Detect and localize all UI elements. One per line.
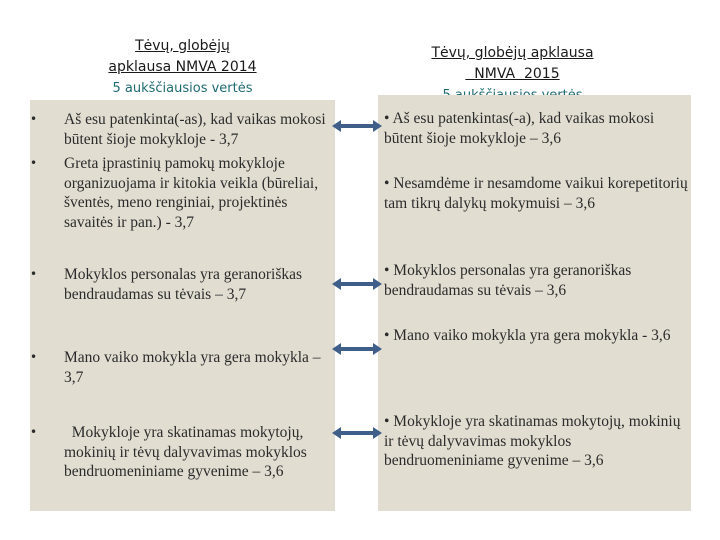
left-item-text: Mokyklos personalas yra geranoriškas bendraudamas su tėvais – 3,7 [64,266,303,303]
right-heading-title: Tėvų, globėjų apklausa [431,45,594,61]
bullet: • [30,156,38,170]
right-item-3: • Mokyklos personalas yra geranoriškas bendraudamas su tėvais – 3,6 [384,262,632,299]
double-arrow-icon [332,275,382,293]
bullet: • [30,112,38,126]
left-heading-survey: apklausa NMVA 2014 [108,59,257,75]
bullet: • [30,267,38,281]
left-heading [70,36,295,99]
right-item-2: • Nesamdėme ir nesamdome vaikui korepetitorių tam tikrų dalykų mokymuisi – 3,6 [384,175,688,212]
left-item-text: Mokykloje yra skatinamas mokytojų, mokinių ir tėvų dalyvavimas mokyklos bendruomeniniame gyvenime – 3,6 [64,424,311,480]
left-item-text: Mano vaiko mokykla yra gera mokykla – 3,7 [64,349,321,386]
double-arrow-icon [332,424,382,442]
left-item-text: Greta įprastinių pamokų mokykloje organizuojama ir kitokia veikla (būreliai, šventės, meno renginiai, projektinės savaitės ir pan.) - 3,7 [64,155,319,231]
right-heading-survey: NMVA 2015 [465,66,560,82]
right-item-4: • Mano vaiko mokykla yra gera mokykla - 3,6 [384,327,671,344]
right-item-1: • Aš esu patenkintas(-a), kad vaikas mokosi būtent šioje mokykloje – 3,6 [384,110,655,147]
left-heading-title: Tėvų, globėjų [135,38,230,54]
left-subheading: 5 aukščiausios vertės [112,81,253,96]
bullet: • [30,425,38,439]
bullet: • [30,350,38,364]
left-item-text: Aš esu patenkinta(-as), kad vaikas mokosi būtent šioje mokykloje - 3,7 [64,111,326,148]
double-arrow-icon [332,117,382,135]
double-arrow-icon [332,340,382,358]
right-item-5: • Mokykloje yra skatinamas mokytojų, mokinių ir tėvų dalyvavimas mokyklos bendruomeniniame gyvenime – 3,6 [384,413,681,469]
